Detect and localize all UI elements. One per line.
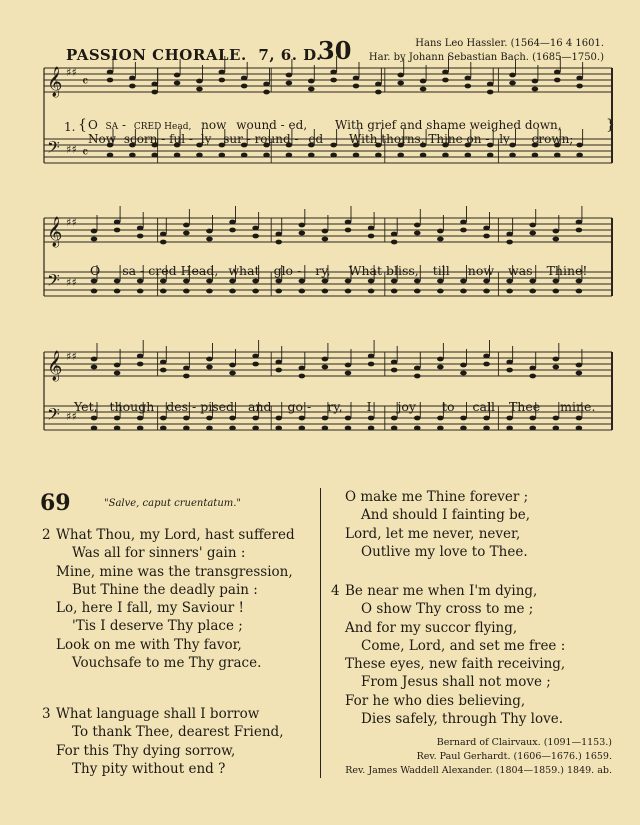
note-head bbox=[151, 82, 158, 87]
note-head bbox=[160, 289, 167, 294]
note-head bbox=[483, 354, 490, 359]
note-head bbox=[299, 366, 306, 371]
note-head bbox=[137, 354, 144, 359]
note-head bbox=[286, 153, 293, 158]
note-head bbox=[437, 289, 444, 294]
treble-clef: 𝄞 bbox=[47, 67, 63, 97]
note-head bbox=[229, 279, 236, 284]
note-head bbox=[460, 363, 467, 368]
note-head bbox=[206, 237, 213, 242]
note-head bbox=[375, 153, 382, 158]
note-head bbox=[487, 90, 494, 95]
note-head bbox=[174, 73, 181, 78]
note-head bbox=[91, 289, 98, 294]
stanza-3: 3 What language shall I borrow To thank Thee, dearest Friend, For this Thy dying sorrow, Thy pity without end ? bbox=[42, 706, 284, 777]
note-head bbox=[206, 289, 213, 294]
note-head bbox=[183, 289, 190, 294]
note-head bbox=[420, 153, 427, 158]
note-head bbox=[299, 374, 306, 379]
note-head bbox=[437, 229, 444, 234]
note-head bbox=[345, 426, 352, 431]
note-head bbox=[275, 279, 282, 284]
meter: 7, 6. D. bbox=[258, 46, 322, 64]
note-head bbox=[322, 229, 329, 234]
note-head bbox=[487, 153, 494, 158]
note-head bbox=[414, 416, 421, 421]
note-head bbox=[529, 366, 536, 371]
note-head bbox=[553, 426, 560, 431]
note-head bbox=[368, 289, 375, 294]
note-head bbox=[322, 365, 329, 370]
note-head bbox=[252, 279, 259, 284]
note-head bbox=[299, 223, 306, 228]
note-head bbox=[487, 82, 494, 87]
lyrics-line-2: O sa - cred Head, what glo - ry, What bliss, till now was Thine! bbox=[90, 263, 588, 278]
note-head bbox=[437, 279, 444, 284]
note-head bbox=[263, 90, 270, 95]
note-head bbox=[460, 279, 467, 284]
note-head bbox=[368, 426, 375, 431]
note-head bbox=[299, 426, 306, 431]
note-head bbox=[114, 363, 121, 368]
note-head bbox=[91, 237, 98, 242]
note-head bbox=[183, 374, 190, 379]
stanza-4: 4 Be near me when I'm dying, O show Thy cross to me ; And for my succor flying, Come, Lord, and set me free : These eyes, new faith receiving, From Jesus shall not move ; For he who dies believing, Dies safely, through Thy love. bbox=[331, 583, 566, 728]
note-head bbox=[160, 360, 167, 365]
note-head bbox=[532, 87, 539, 92]
note-head bbox=[241, 76, 248, 81]
note-head bbox=[322, 416, 329, 421]
note-head bbox=[299, 279, 306, 284]
note-head bbox=[114, 371, 121, 376]
note-head bbox=[91, 365, 98, 370]
note-head bbox=[91, 416, 98, 421]
note-head bbox=[442, 78, 449, 83]
note-head bbox=[174, 153, 181, 158]
note-head bbox=[391, 232, 398, 237]
note-head bbox=[391, 289, 398, 294]
note-head bbox=[183, 416, 190, 421]
note-head bbox=[206, 279, 213, 284]
note-head bbox=[206, 229, 213, 234]
note-head bbox=[576, 416, 583, 421]
note-head bbox=[299, 289, 306, 294]
note-head bbox=[375, 90, 382, 95]
note-head bbox=[206, 416, 213, 421]
note-head bbox=[414, 223, 421, 228]
note-head bbox=[219, 78, 226, 83]
latin-title: "Salve, caput cruentatum." bbox=[104, 498, 242, 509]
note-head bbox=[460, 416, 467, 421]
note-head bbox=[414, 231, 421, 236]
note-head bbox=[483, 234, 490, 239]
bass-clef: 𝄢 bbox=[47, 404, 60, 428]
note-head bbox=[129, 84, 136, 89]
note-head bbox=[529, 279, 536, 284]
note-head bbox=[252, 289, 259, 294]
note-head bbox=[252, 354, 259, 359]
note-head bbox=[308, 153, 315, 158]
note-head bbox=[241, 153, 248, 158]
note-head bbox=[229, 416, 236, 421]
attribution-translator-2: Rev. James Waddell Alexander. (1804—1859.) 1849. ab. bbox=[345, 765, 612, 776]
note-head bbox=[322, 289, 329, 294]
note-head bbox=[252, 426, 259, 431]
note-head bbox=[308, 87, 315, 92]
note-head bbox=[252, 362, 259, 367]
note-head bbox=[160, 426, 167, 431]
note-head bbox=[437, 416, 444, 421]
note-head bbox=[107, 70, 114, 75]
note-head bbox=[391, 416, 398, 421]
note-head bbox=[151, 153, 158, 158]
note-head bbox=[286, 81, 293, 86]
note-head bbox=[299, 231, 306, 236]
note-head bbox=[553, 357, 560, 362]
note-head bbox=[183, 231, 190, 236]
note-head bbox=[368, 362, 375, 367]
note-head bbox=[353, 84, 360, 89]
note-head bbox=[553, 416, 560, 421]
note-head bbox=[129, 153, 136, 158]
note-head bbox=[506, 289, 513, 294]
note-head bbox=[345, 289, 352, 294]
note-head bbox=[509, 73, 516, 78]
note-head bbox=[576, 289, 583, 294]
note-head bbox=[553, 289, 560, 294]
note-head bbox=[460, 289, 467, 294]
note-head bbox=[107, 153, 114, 158]
key-signature: ♯♯ bbox=[66, 216, 77, 229]
note-head bbox=[483, 279, 490, 284]
stanza-number: 2 bbox=[42, 527, 51, 543]
stanza-2: 2 What Thou, my Lord, hast suffered Was all for sinners' gain : Mine, mine was the transgression, But Thine the deadly pain : Lo, here I fall, my Saviour ! 'Tis I deserve Thy place ; Look on me with Thy favor, Vouchsafe to me Thy grace. bbox=[42, 527, 295, 672]
note-head bbox=[183, 279, 190, 284]
note-head bbox=[460, 371, 467, 376]
note-head bbox=[91, 426, 98, 431]
note-head bbox=[137, 289, 144, 294]
note-head bbox=[532, 79, 539, 84]
harmonizer-credit: Har. by Johann Sebastian Bach. (1685—1750.) bbox=[368, 52, 604, 63]
brace-glyph: { bbox=[78, 117, 87, 133]
note-head bbox=[353, 76, 360, 81]
key-signature: ♯♯ bbox=[66, 143, 77, 156]
note-head bbox=[460, 220, 467, 225]
note-head bbox=[414, 426, 421, 431]
note-head bbox=[397, 81, 404, 86]
note-head bbox=[137, 226, 144, 231]
note-head bbox=[553, 237, 560, 242]
note-head bbox=[483, 362, 490, 367]
note-head bbox=[241, 84, 248, 89]
note-head bbox=[529, 374, 536, 379]
note-head bbox=[576, 371, 583, 376]
note-head bbox=[275, 368, 282, 373]
note-head bbox=[345, 220, 352, 225]
note-head bbox=[196, 153, 203, 158]
note-head bbox=[286, 73, 293, 78]
note-head bbox=[91, 357, 98, 362]
hymn-number: 69 bbox=[40, 490, 71, 516]
note-head bbox=[509, 81, 516, 86]
note-head bbox=[368, 226, 375, 231]
note-head bbox=[174, 81, 181, 86]
note-head bbox=[375, 82, 382, 87]
note-head bbox=[506, 426, 513, 431]
note-head bbox=[275, 232, 282, 237]
note-head bbox=[183, 223, 190, 228]
note-head bbox=[483, 226, 490, 231]
note-head bbox=[206, 365, 213, 370]
note-head bbox=[114, 416, 121, 421]
note-head bbox=[506, 279, 513, 284]
brace-glyph-right: } bbox=[606, 117, 615, 133]
note-head bbox=[137, 416, 144, 421]
note-head bbox=[553, 365, 560, 370]
note-head bbox=[345, 363, 352, 368]
note-head bbox=[275, 416, 282, 421]
note-head bbox=[353, 153, 360, 158]
stanza-number: 4 bbox=[331, 583, 340, 599]
note-head bbox=[420, 79, 427, 84]
note-head bbox=[529, 416, 536, 421]
treble-clef: 𝄞 bbox=[47, 217, 63, 247]
note-head bbox=[183, 366, 190, 371]
note-head bbox=[114, 220, 121, 225]
note-head bbox=[114, 279, 121, 284]
note-head bbox=[322, 279, 329, 284]
note-head bbox=[229, 289, 236, 294]
treble-clef: 𝄞 bbox=[47, 351, 63, 381]
note-head bbox=[368, 234, 375, 239]
note-head bbox=[345, 228, 352, 233]
note-head bbox=[137, 362, 144, 367]
note-head bbox=[554, 70, 561, 75]
note-head bbox=[196, 87, 203, 92]
note-head bbox=[465, 84, 472, 89]
note-head bbox=[206, 357, 213, 362]
note-head bbox=[368, 354, 375, 359]
note-head bbox=[391, 426, 398, 431]
note-head bbox=[576, 220, 583, 225]
note-head bbox=[437, 237, 444, 242]
note-head bbox=[275, 289, 282, 294]
note-head bbox=[437, 357, 444, 362]
time-signature: 𝄴 bbox=[82, 74, 89, 90]
note-head bbox=[196, 79, 203, 84]
note-head bbox=[160, 279, 167, 284]
note-head bbox=[229, 371, 236, 376]
note-head bbox=[151, 90, 158, 95]
note-head bbox=[529, 223, 536, 228]
note-head bbox=[391, 279, 398, 284]
bass-clef: 𝄢 bbox=[47, 270, 60, 294]
note-head bbox=[129, 76, 136, 81]
note-head bbox=[229, 220, 236, 225]
note-head bbox=[576, 84, 583, 89]
note-head bbox=[437, 426, 444, 431]
time-signature: 𝄴 bbox=[82, 145, 89, 161]
note-head bbox=[529, 289, 536, 294]
note-head bbox=[229, 426, 236, 431]
note-head bbox=[414, 366, 421, 371]
lyrics-line-3: Yet, though des - pised and go - ry, I joy to call Thee mine. bbox=[74, 399, 596, 414]
note-head bbox=[263, 153, 270, 158]
note-head bbox=[414, 289, 421, 294]
note-head bbox=[529, 426, 536, 431]
note-head bbox=[322, 357, 329, 362]
lyrics-line-1a: O SA - CRED Head, now wound - ed, With grief and shame weighed down, bbox=[88, 118, 562, 132]
note-head bbox=[576, 363, 583, 368]
note-head bbox=[137, 426, 144, 431]
note-head bbox=[576, 228, 583, 233]
note-head bbox=[420, 87, 427, 92]
note-head bbox=[137, 234, 144, 239]
note-head bbox=[345, 279, 352, 284]
note-head bbox=[137, 279, 144, 284]
note-head bbox=[322, 237, 329, 242]
note-head bbox=[506, 360, 513, 365]
note-head bbox=[465, 76, 472, 81]
lyrics-line-1b: Now scorn - ful - ly sur - round - ed With thorns, Thine on - ly crown; bbox=[88, 132, 574, 146]
note-head bbox=[183, 426, 190, 431]
note-head bbox=[397, 153, 404, 158]
stanza-number: 3 bbox=[42, 706, 51, 722]
note-head bbox=[114, 228, 121, 233]
note-head bbox=[576, 153, 583, 158]
note-head bbox=[554, 78, 561, 83]
note-head bbox=[414, 279, 421, 284]
note-head bbox=[553, 279, 560, 284]
composer-credit: Hans Leo Hassler. (1564—16 4 1601. bbox=[415, 38, 604, 49]
note-head bbox=[229, 228, 236, 233]
note-head bbox=[275, 426, 282, 431]
note-head bbox=[345, 371, 352, 376]
note-head bbox=[91, 229, 98, 234]
note-head bbox=[219, 70, 226, 75]
note-head bbox=[107, 78, 114, 83]
note-head bbox=[114, 426, 121, 431]
note-head bbox=[437, 365, 444, 370]
note-head bbox=[160, 240, 167, 245]
note-head bbox=[483, 416, 490, 421]
note-head bbox=[506, 368, 513, 373]
note-head bbox=[368, 279, 375, 284]
page-number: 30 bbox=[318, 36, 352, 65]
note-head bbox=[509, 153, 516, 158]
note-head bbox=[345, 416, 352, 421]
attribution-translator-1: Rev. Paul Gerhardt. (1606—1676.) 1659. bbox=[416, 751, 612, 762]
key-signature: ♯♯ bbox=[66, 350, 77, 363]
bass-clef: 𝄢 bbox=[47, 137, 60, 161]
note-head bbox=[391, 360, 398, 365]
note-head bbox=[275, 360, 282, 365]
stanza-3-continued: O make me Thine forever ; And should I fainting be, Lord, let me never, never, Outlive my love to Thee. bbox=[345, 489, 531, 560]
note-head bbox=[229, 363, 236, 368]
note-head bbox=[160, 416, 167, 421]
note-head bbox=[263, 82, 270, 87]
note-head bbox=[529, 231, 536, 236]
note-head bbox=[206, 426, 213, 431]
note-head bbox=[576, 279, 583, 284]
note-head bbox=[576, 426, 583, 431]
note-head bbox=[160, 232, 167, 237]
note-head bbox=[391, 368, 398, 373]
note-head bbox=[330, 153, 337, 158]
note-head bbox=[483, 426, 490, 431]
note-head bbox=[483, 289, 490, 294]
attribution-author: Bernard of Clairvaux. (1091—1153.) bbox=[436, 737, 612, 748]
note-head bbox=[506, 240, 513, 245]
note-head bbox=[442, 153, 449, 158]
note-head bbox=[252, 226, 259, 231]
note-head bbox=[553, 229, 560, 234]
note-head bbox=[414, 374, 421, 379]
note-head bbox=[114, 289, 121, 294]
hymn-tune-title: PASSION CHORALE. 7, 6. D. bbox=[66, 46, 322, 64]
note-head bbox=[442, 70, 449, 75]
note-head bbox=[460, 426, 467, 431]
note-head bbox=[330, 70, 337, 75]
note-head bbox=[554, 153, 561, 158]
note-head bbox=[91, 279, 98, 284]
note-head bbox=[252, 416, 259, 421]
note-head bbox=[330, 78, 337, 83]
column-divider bbox=[320, 488, 321, 778]
note-head bbox=[219, 153, 226, 158]
note-head bbox=[322, 426, 329, 431]
key-signature: ♯♯ bbox=[66, 410, 77, 423]
key-signature: ♯♯ bbox=[66, 276, 77, 289]
note-head bbox=[460, 228, 467, 233]
note-head bbox=[368, 416, 375, 421]
verse-number-1: 1. bbox=[64, 120, 76, 134]
note-head bbox=[308, 79, 315, 84]
note-head bbox=[532, 153, 539, 158]
note-head bbox=[506, 232, 513, 237]
note-head bbox=[576, 76, 583, 81]
note-head bbox=[506, 416, 513, 421]
note-head bbox=[391, 240, 398, 245]
note-head bbox=[465, 153, 472, 158]
note-head bbox=[299, 416, 306, 421]
note-head bbox=[252, 234, 259, 239]
note-head bbox=[275, 240, 282, 245]
note-head bbox=[397, 73, 404, 78]
key-signature: ♯♯ bbox=[66, 66, 77, 79]
note-head bbox=[160, 368, 167, 373]
